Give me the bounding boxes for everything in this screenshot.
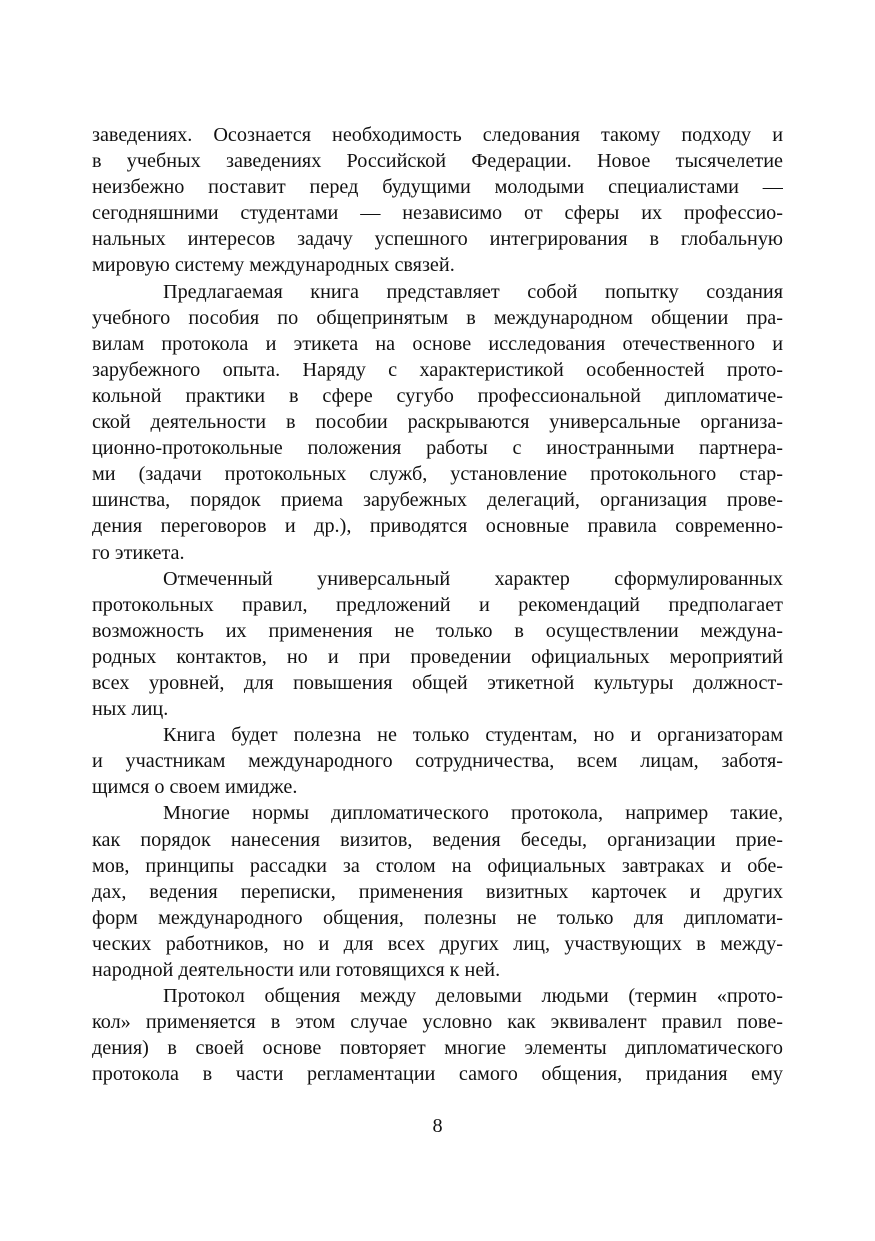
- paragraph: [92, 722, 783, 800]
- text-line: как порядок нанесения визитов, ведения беседы, организации прие-: [92, 828, 783, 851]
- text-line: возможность их применения не только в осуществлении междуна-: [92, 619, 783, 642]
- text-line: нальных интересов задачу успешного интегрирования в глобальную: [92, 228, 783, 251]
- text-line: Предлагаемая книга представляет собой попытку создания: [163, 280, 783, 303]
- text-line: ми (задачи протокольных служб, установление протокольного стар-: [92, 463, 783, 486]
- text-line: Многие нормы дипломатического протокола, например такие,: [163, 802, 783, 825]
- text-line: ской деятельности в пособии раскрываются универсальные организа-: [92, 411, 783, 434]
- text-line: и участникам международного сотрудничества, всем лицам, заботя-: [92, 750, 783, 773]
- text-line: кольной практики в сфере сугубо профессиональной дипломатиче-: [92, 384, 783, 407]
- paragraph: [92, 279, 783, 566]
- text-line: дах, ведения переписки, применения визитных карточек и других: [92, 880, 783, 903]
- text-line: дения переговоров и др.), приводятся основные правила современно-: [92, 515, 783, 538]
- text-line: го этикета.: [92, 541, 185, 564]
- text-line: ческих работников, но и для всех других лиц, участвующих в между-: [92, 932, 783, 955]
- text-line: учебного пособия по общепринятым в международном общении пра-: [92, 306, 783, 329]
- text-line: Отмеченный универсальный характер сформулированных: [163, 567, 783, 590]
- text-line: мировую систему международных связей.: [92, 254, 455, 277]
- page-number: 8: [432, 1115, 443, 1137]
- text-line: вилам протокола и этикета на основе исследования отечественного и: [92, 332, 783, 355]
- paragraph: [92, 122, 783, 279]
- paragraph: [92, 983, 783, 1087]
- text-line: родных контактов, но и при проведении официальных мероприятий: [92, 645, 783, 668]
- text-line: всех уровней, для повышения общей этикетной культуры должност-: [92, 671, 783, 694]
- text-line: народной деятельности или готовящихся к ней.: [92, 959, 501, 981]
- text-line: шинства, порядок приема зарубежных делегаций, организация прове-: [92, 489, 783, 512]
- text-line: щимся о своем имидже.: [92, 776, 298, 799]
- text-line: зарубежного опыта. Наряду с характеристикой особенностей прото-: [92, 358, 783, 381]
- text-line: Протокол общения между деловыми людьми (термин «прото-: [163, 985, 783, 1008]
- text-line: заведениях. Осознается необходимость следования такому подходу и: [92, 124, 783, 146]
- body-text: [92, 122, 783, 1087]
- paragraph: [92, 566, 783, 723]
- text-line: форм международного общения, полезны не только для дипломати-: [92, 906, 783, 929]
- text-line: в учебных заведениях Российской Федерации. Новое тысячелетие: [92, 150, 783, 173]
- paragraph: [92, 800, 783, 983]
- text-line: ных лиц.: [92, 698, 169, 721]
- text-line: кол» применяется в этом случае условно как эквивалент правил пове-: [92, 1011, 783, 1034]
- text-line: Книга будет полезна не только студентам, но и организаторам: [163, 724, 783, 747]
- text-line: дения) в своей основе повторяет многие элементы дипломатического: [92, 1037, 783, 1060]
- text-line: мов, принципы рассадки за столом на официальных завтраках и обе-: [92, 854, 783, 877]
- text-line: сегодняшними студентами — независимо от сферы их профессио-: [92, 202, 783, 225]
- text-line: протокольных правил, предложений и рекомендаций предполагает: [92, 593, 783, 616]
- text-line: протокола в части регламентации самого общения, придания ему: [92, 1063, 783, 1086]
- text-line: ционно-протокольные положения работы с иностранными партнера-: [92, 437, 783, 460]
- text-line: неизбежно поставит перед будущими молодыми специалистами —: [92, 176, 783, 199]
